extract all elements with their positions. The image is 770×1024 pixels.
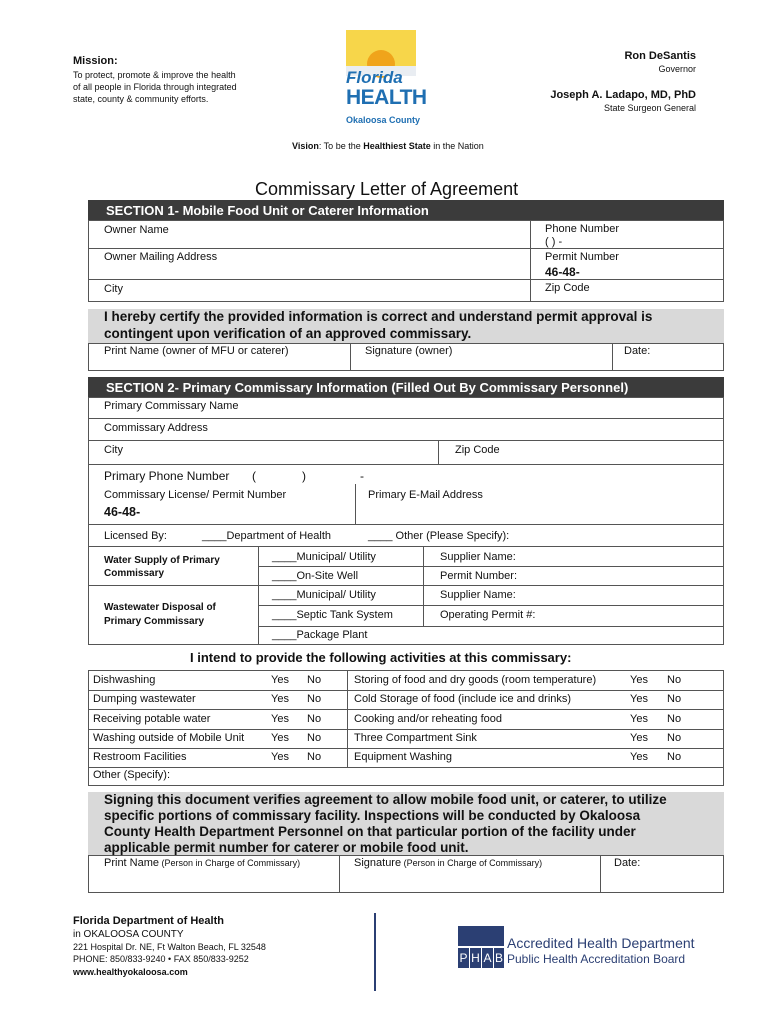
certify-line-2: contingent upon verification of an approved commissary.: [104, 326, 472, 341]
email-field[interactable]: Primary E-Mail Address: [368, 489, 483, 501]
commissary-print-name-field[interactable]: Print Name (Person in Charge of Commissary): [104, 857, 301, 869]
footer-county: in OKALOOSA COUNTY: [73, 929, 184, 940]
mission-label: Mission:: [73, 55, 118, 67]
owner-signature-field[interactable]: Signature (owner): [365, 345, 453, 357]
logo-health-text: HEALTH: [346, 86, 427, 109]
activity-yes[interactable]: Yes: [271, 674, 289, 686]
water-permit-number-field[interactable]: Permit Number:: [440, 570, 518, 582]
section1-header: SECTION 1- Mobile Food Unit or Caterer Information: [88, 200, 724, 220]
activity-yes[interactable]: Yes: [630, 751, 648, 763]
commissary-phone-label: Primary Phone Number: [104, 469, 230, 483]
activity-yes[interactable]: Yes: [630, 674, 648, 686]
section2-header: SECTION 2- Primary Commissary Information (Filled Out By Commissary Personnel): [88, 377, 724, 397]
footer-phone: PHONE: 850/833-9240 • FAX 850/833-9252: [73, 954, 249, 964]
water-supply-label-2: Commissary: [104, 568, 165, 579]
commissary-address-field[interactable]: Commissary Address: [104, 422, 208, 434]
activity-yes[interactable]: Yes: [271, 751, 289, 763]
owner-name-field[interactable]: Owner Name: [104, 224, 169, 236]
activity-label: Three Compartment Sink: [354, 732, 477, 744]
commissary-signature-field[interactable]: Signature (Person in Charge of Commissary): [354, 857, 543, 869]
activity-no[interactable]: No: [667, 674, 682, 686]
logo-florida-text: Florida: [346, 68, 403, 87]
permit-number-label: Permit Number: [545, 251, 619, 263]
wastewater-label-2: Primary Commissary: [104, 616, 205, 627]
activity-yes[interactable]: Yes: [271, 732, 289, 744]
licensed-other-option[interactable]: ____ Other (Please Specify):: [368, 530, 510, 542]
commissary-phone-paren-close: ): [302, 469, 306, 483]
zip-field[interactable]: Zip Code: [545, 282, 590, 294]
wastewater-label-1: Wastewater Disposal of: [104, 602, 216, 613]
phab-subtitle: Public Health Accreditation Board: [507, 952, 686, 966]
city-field[interactable]: City: [104, 283, 123, 295]
phab-letter-p: P: [458, 948, 469, 968]
signing-line-2: specific portions of commissary facility. Inspections will be conducted by Okaloosa: [104, 808, 641, 823]
activity-yes[interactable]: Yes: [271, 693, 289, 705]
commissary-phone-dash: -: [360, 469, 364, 483]
owner-address-field[interactable]: Owner Mailing Address: [104, 251, 218, 263]
activity-no[interactable]: No: [307, 751, 322, 763]
activity-no[interactable]: No: [307, 713, 322, 725]
activity-no[interactable]: No: [667, 693, 682, 705]
activities-heading: I intend to provide the following activities at this commissary:: [190, 650, 572, 665]
surgeon-name: Joseph A. Ladapo, MD, PhD: [550, 89, 696, 101]
activity-label: Cold Storage of food (include ice and drinks): [354, 693, 572, 705]
waste-package-plant-option[interactable]: ____Package Plant: [272, 629, 368, 641]
phab-title: Accredited Health Department: [507, 935, 695, 951]
activity-label: Restroom Facilities: [93, 751, 187, 763]
activity-label: Equipment Washing: [354, 751, 453, 763]
activity-label: Storing of food and dry goods (room temperature): [354, 674, 597, 686]
water-municipal-option[interactable]: ____Municipal/ Utility: [272, 551, 376, 563]
other-specify-field[interactable]: Other (Specify):: [93, 769, 171, 781]
phone-number-label: Phone Number: [545, 223, 619, 235]
water-supply-label-1: Water Supply of Primary: [104, 555, 220, 566]
footer-divider: [374, 913, 376, 991]
owner-print-name-field[interactable]: Print Name (owner of MFU or caterer): [104, 345, 289, 357]
activity-no[interactable]: No: [667, 732, 682, 744]
commissary-name-field[interactable]: Primary Commissary Name: [104, 400, 239, 412]
governor-title: Governor: [658, 64, 696, 74]
commissary-phone-paren-open: (: [252, 469, 256, 483]
commissary-zip-field[interactable]: Zip Code: [455, 444, 500, 456]
activity-label: Cooking and/or reheating food: [354, 713, 502, 725]
signing-line-1: Signing this document verifies agreement to allow mobile food unit, or caterer, to utilize: [104, 792, 667, 807]
phab-letter-h: H: [470, 948, 481, 968]
mission-line-3: state, county & community efforts.: [73, 94, 209, 104]
vision-statement: Vision: To be the Healthiest State in the Nation: [292, 141, 484, 151]
signing-line-4: applicable permit number for caterer or mobile food unit.: [104, 840, 469, 855]
activity-no[interactable]: No: [307, 674, 322, 686]
owner-date-field[interactable]: Date:: [624, 345, 651, 357]
activity-label: Dishwashing: [93, 674, 156, 686]
certify-line-1: I hereby certify the provided information is correct and understand permit approval is: [104, 309, 653, 324]
waste-supplier-name-field[interactable]: Supplier Name:: [440, 589, 516, 601]
operating-permit-field[interactable]: Operating Permit #:: [440, 609, 536, 621]
license-number-label: Commissary License/ Permit Number: [104, 489, 287, 501]
phab-logo: [458, 926, 504, 968]
activity-yes[interactable]: Yes: [271, 713, 289, 725]
governor-name: Ron DeSantis: [624, 50, 696, 62]
mission-line-2: of all people in Florida through integrated: [73, 82, 237, 92]
activity-label: Washing outside of Mobile Unit: [93, 732, 245, 744]
commissary-city-field[interactable]: City: [104, 444, 123, 456]
activity-yes[interactable]: Yes: [630, 713, 648, 725]
permit-number-field[interactable]: 46-48-: [545, 265, 580, 279]
water-well-option[interactable]: ____On-Site Well: [272, 570, 359, 582]
activities-table: [88, 670, 724, 786]
activity-label: Receiving potable water: [93, 713, 211, 725]
footer-address: 221 Hospital Dr. NE, Ft Walton Beach, FL 32548: [73, 942, 266, 952]
activity-yes[interactable]: Yes: [630, 732, 648, 744]
license-number-field[interactable]: 46-48-: [104, 505, 141, 519]
signing-line-3: County Health Department Personnel on that particular portion of the facility under: [104, 824, 636, 839]
activity-no[interactable]: No: [307, 732, 322, 744]
commissary-date-field[interactable]: Date:: [614, 857, 641, 869]
page-title: Commissary Letter of Agreement: [255, 179, 519, 199]
commissary-phone-field[interactable]: [250, 467, 370, 483]
activity-no[interactable]: No: [667, 751, 682, 763]
footer-org: Florida Department of Health: [73, 915, 224, 927]
activity-label: Dumping wastewater: [93, 693, 196, 705]
logo-county-text: Okaloosa County: [346, 115, 421, 125]
activity-no[interactable]: No: [667, 713, 682, 725]
waste-septic-option[interactable]: ____Septic Tank System: [272, 609, 393, 621]
phab-letter-a: A: [482, 948, 493, 968]
phone-number-field[interactable]: ( ) -: [545, 236, 563, 248]
florida-health-logo: [342, 30, 427, 130]
activity-yes[interactable]: Yes: [630, 693, 648, 705]
phab-letter-b: B: [494, 948, 504, 968]
surgeon-title: State Surgeon General: [603, 103, 696, 113]
water-supplier-name-field[interactable]: Supplier Name:: [440, 551, 516, 563]
licensed-by-label: Licensed By:: [104, 530, 167, 542]
licensed-doh-option[interactable]: ____Department of Health: [202, 530, 332, 542]
mission-line-1: To protect, promote & improve the health: [73, 70, 236, 80]
footer-website[interactable]: www.healthyokaloosa.com: [73, 967, 188, 977]
activity-no[interactable]: No: [307, 693, 322, 705]
waste-municipal-option[interactable]: ____Municipal/ Utility: [272, 589, 376, 601]
